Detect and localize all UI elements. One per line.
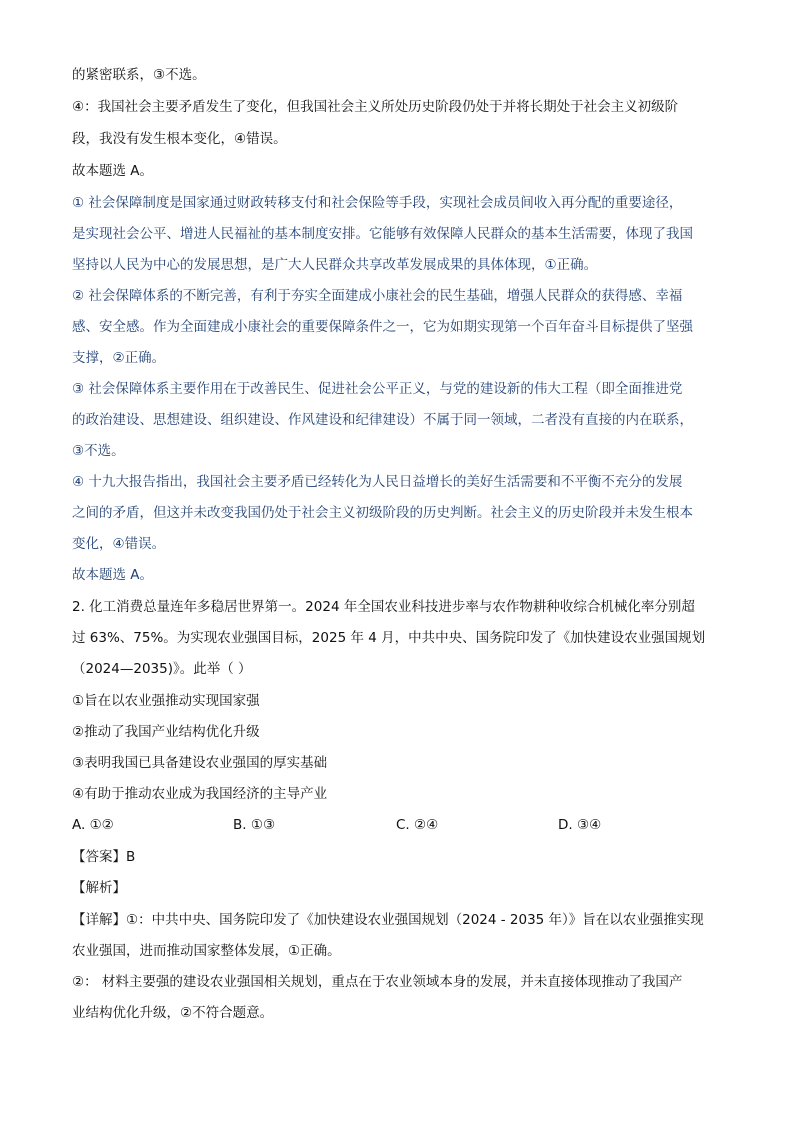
text-line: 的政治建设、思想建设、组织建设、作风建设和纪律建设）不属于同一领域，二者没有直接的内在联系， xyxy=(72,412,693,428)
explanation-line: ②： 材料主要强的建设农业强国相关规划，重点在于农业领域本身的发展，并未直接体现推动了我国产 xyxy=(72,974,683,990)
option-b: B. ①③ xyxy=(233,817,276,833)
explanation-line: 业结构优化升级，②不符合题意。 xyxy=(72,1005,274,1021)
text-line: 感、安全感。作为全面建成小康社会的重要保障条件之一，它为如期实现第一个百年奋斗目标提供了坚强 xyxy=(72,319,693,335)
question-stem: 过 63%、75%。为实现农业强国目标，2025 年 4 月，中共中央、国务院印发了《加快建设农业强国规划 xyxy=(72,630,706,646)
statement-item: ①旨在以农业强推动实现国家强 xyxy=(72,693,260,709)
text-line: 故本题选 A。 xyxy=(72,163,154,179)
statement-item: ④有助于推动农业成为我国经济的主导产业 xyxy=(72,786,328,802)
text-line: ② 社会保障体系的不断完善，有利于夯实全面建成小康社会的民生基础，增强人民群众的获得感、幸福 xyxy=(72,288,683,304)
question-stem: 2. 化工消费总量连年多稳居世界第一。2024 年全国农业科技进步率与农作物耕种收综合机械化率分别超 xyxy=(72,599,695,615)
text-line: 变化，④错误。 xyxy=(72,536,166,552)
analysis-label: 【解析】 xyxy=(72,880,126,896)
question-stem: （2024—2035)》。此举（ ） xyxy=(72,661,252,677)
option-a: A. ①② xyxy=(72,817,114,833)
explanation-line: 【详解】①：中共中央、国务院印发了《加快建设农业强国规划（2024 - 2035 年）》旨在以农业强推实现 xyxy=(72,912,704,928)
statement-item: ②推动了我国产业结构优化升级 xyxy=(72,724,260,740)
text-line: ③不选。 xyxy=(72,443,125,459)
option-c: C. ②④ xyxy=(396,817,439,833)
text-line: 支撑，②正确。 xyxy=(72,350,166,366)
text-line: 是实现社会公平、增进人民福祉的基本制度安排。它能够有效保障人民群众的基本生活需要，体现了我国 xyxy=(72,226,693,242)
text-line: 之间的矛盾，但这并未改变我国仍处于社会主义初级阶段的历史判断。社会主义的历史阶段并未发生根本 xyxy=(72,505,693,521)
text-line: 段，我没有发生根本变化，④错误。 xyxy=(72,131,287,147)
text-line: ① 社会保障制度是国家通过财政转移支付和社会保险等手段，实现社会成员间收入再分配的重要途径， xyxy=(72,195,683,211)
text-line: 坚持以人民为中心的发展思想，是广大人民群众共享改革发展成果的具体体现，①正确。 xyxy=(72,257,598,273)
text-line: 的紧密联系，③不选。 xyxy=(72,67,206,83)
text-line: 故本题选 A。 xyxy=(72,567,154,583)
text-line: ④ 十九大报告指出，我国社会主要矛盾已经转化为人民日益增长的美好生活需要和不平衡不充分的发展 xyxy=(72,474,683,490)
text-line: ③ 社会保障体系主要作用在于改善民生、促进社会公平正义，与党的建设新的伟大工程（即全面推进党 xyxy=(72,381,683,397)
text-line: ④：我国社会主要矛盾发生了变化，但我国社会主义所处历史阶段仍处于并将长期处于社会主义初级阶 xyxy=(72,99,679,115)
option-d: D. ③④ xyxy=(558,817,602,833)
explanation-line: 农业强国，进而推动国家整体发展，①正确。 xyxy=(72,943,341,959)
answer-label: 【答案】B xyxy=(72,849,136,865)
statement-item: ③表明我国已具备建设农业强国的厚实基础 xyxy=(72,755,328,771)
